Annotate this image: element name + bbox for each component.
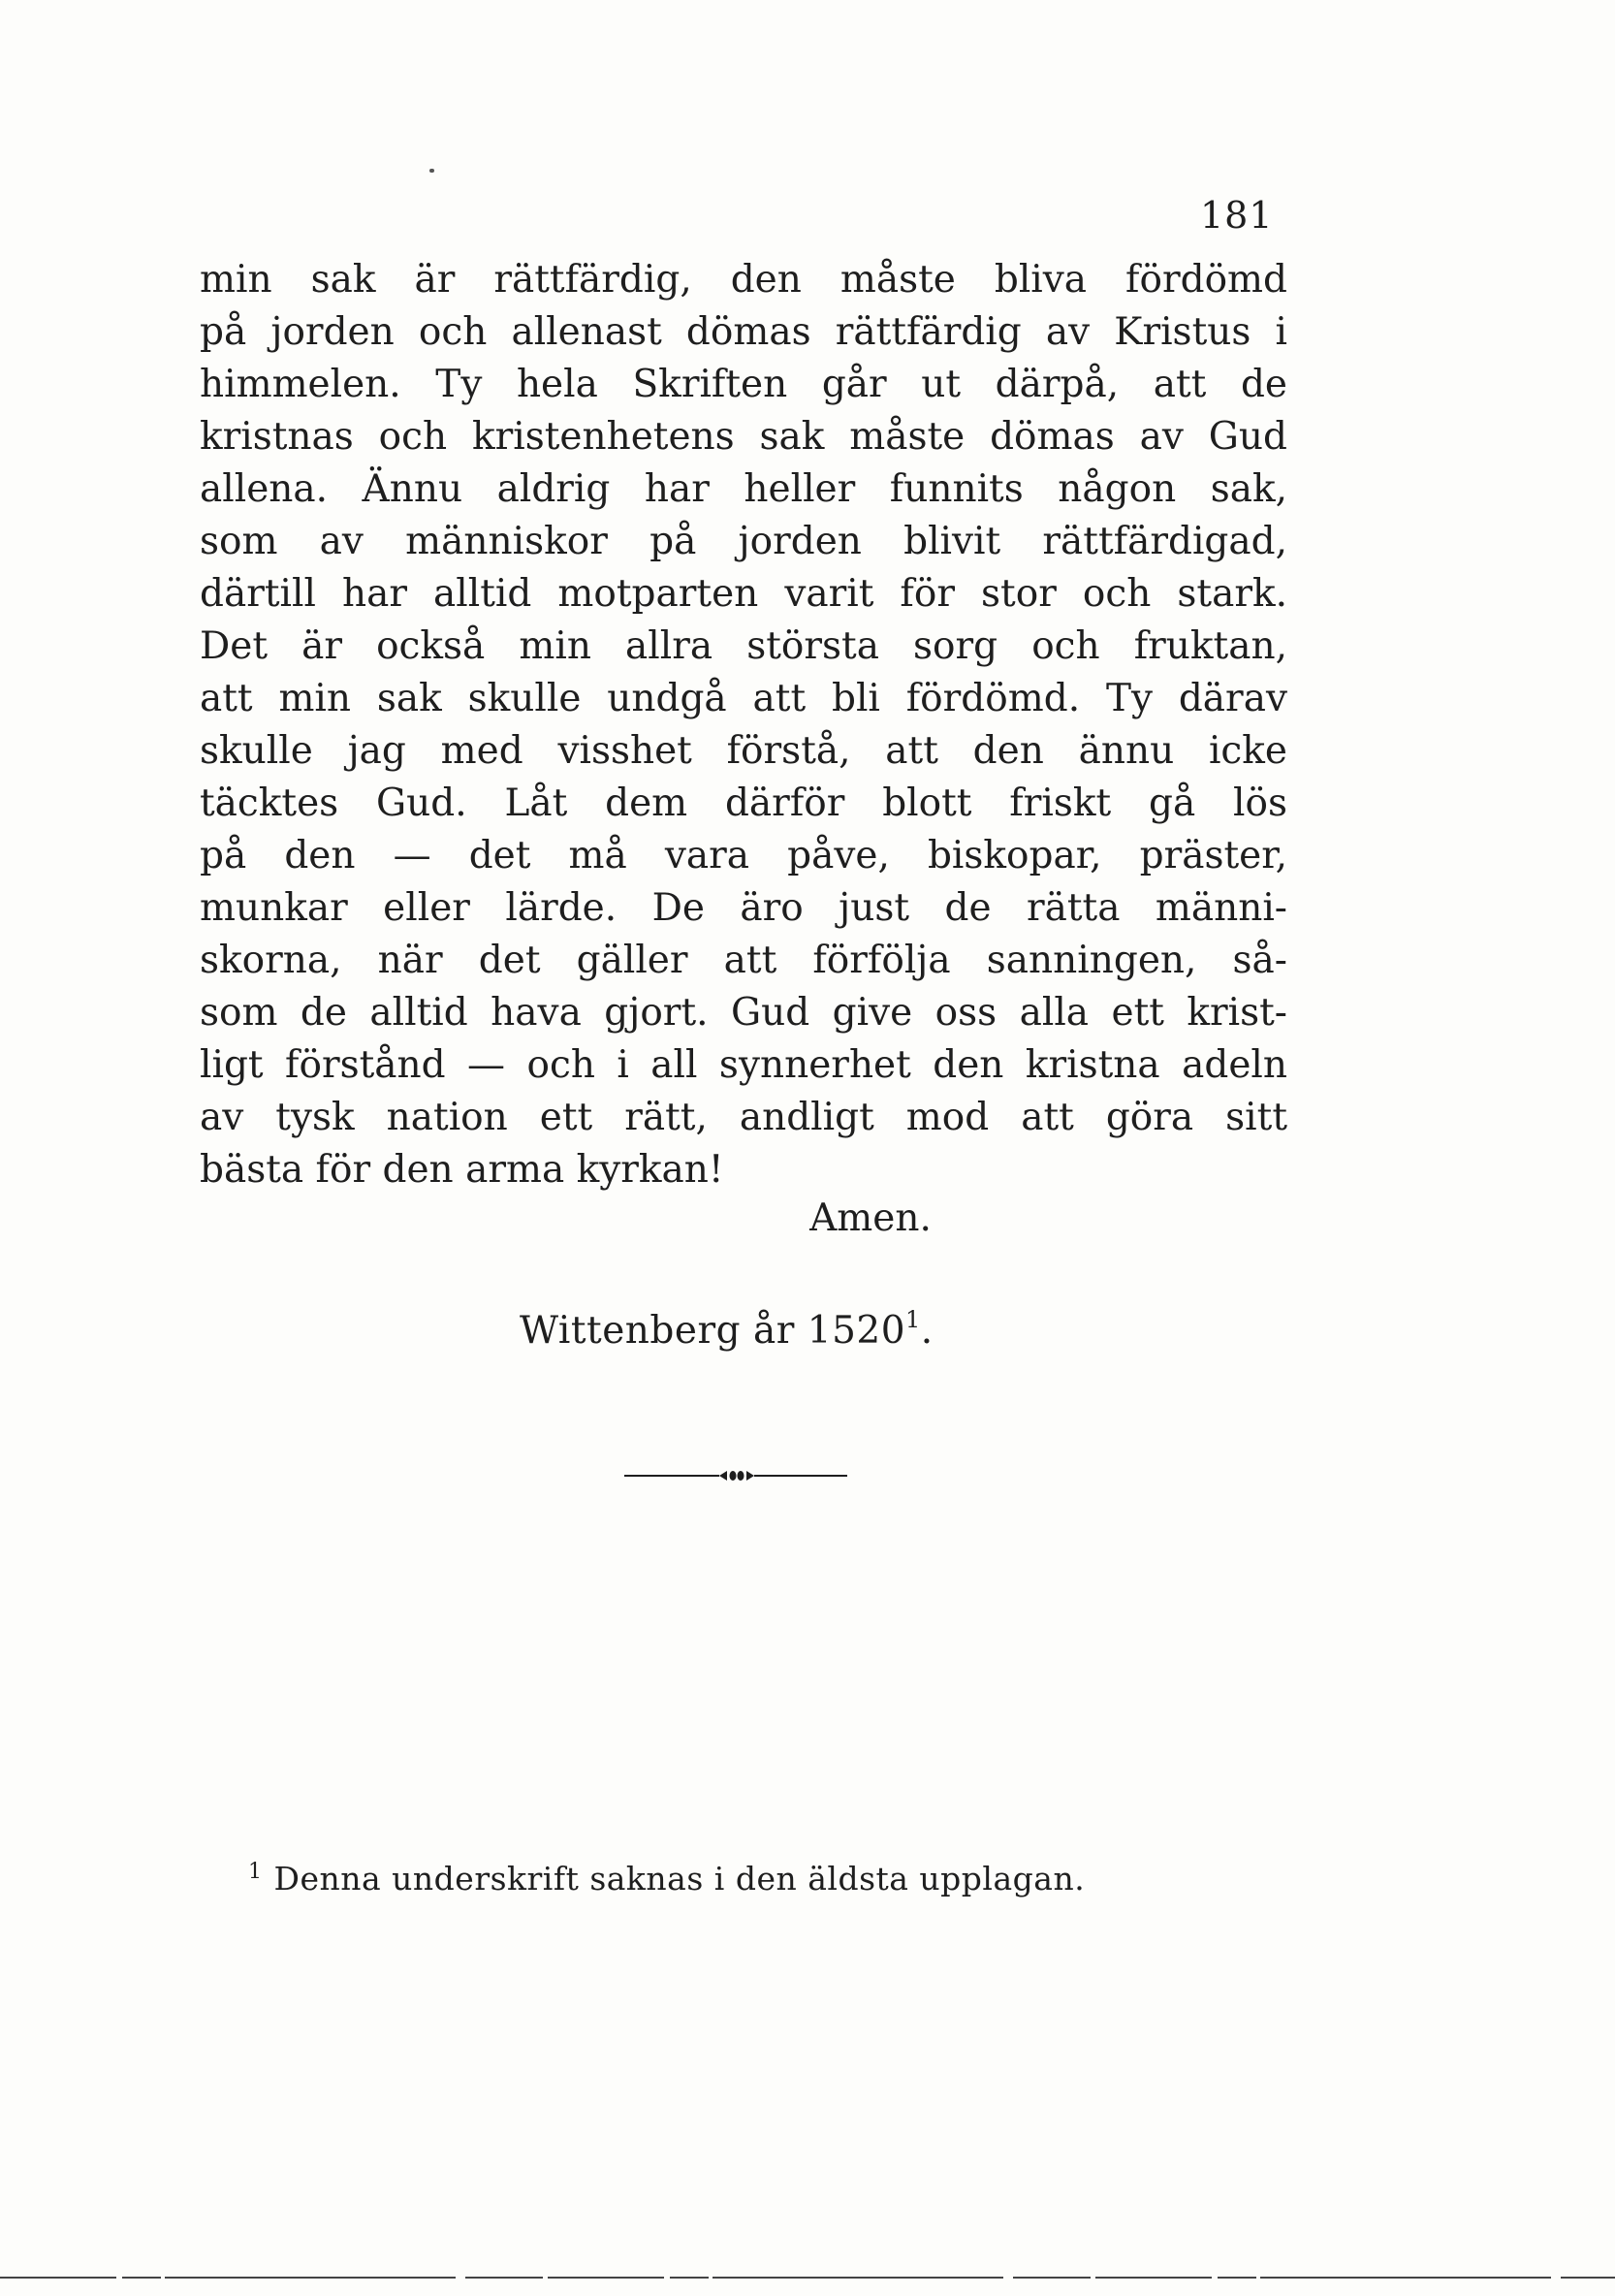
text-line: bästa för den arma kyrkan!: [200, 1148, 724, 1192]
footnote-reference: 1: [905, 1306, 921, 1333]
scan-edge-line: [0, 2275, 1615, 2280]
rule-ornament-icon: [624, 1466, 847, 1485]
text-line: skorna, när det gäller att förfölja sanningen, så-: [200, 939, 1287, 982]
footnote: [248, 1850, 1085, 1901]
text-line: himmelen. Ty hela Skriften går ut därpå, att de: [200, 363, 1287, 406]
text-line: kristnas och kristenhetens sak måste dömas av Gud: [200, 415, 1287, 459]
text-line: ligt förstånd — och i all synnerhet den kristna adeln: [200, 1043, 1287, 1087]
text-line: som av människor på jorden blivit rättfärdigad,: [200, 520, 1287, 563]
text-line: skulle jag med visshet förstå, att den ännu icke: [200, 729, 1287, 773]
text-line: att min sak skulle undgå att bli fördömd. Ty därav: [200, 677, 1287, 720]
closing-place-date: Wittenberg år 1520: [520, 1309, 906, 1353]
text-line: allena. Ännu aldrig har heller funnits någon sak,: [200, 467, 1287, 511]
text-line: på jorden och allenast dömas rättfärdig av Kristus i: [200, 310, 1287, 354]
page-number: 181: [1200, 194, 1274, 237]
text-line: täcktes Gud. Låt dem därför blott friskt gå lös: [200, 781, 1287, 825]
footnote-mark: 1: [248, 1860, 263, 1884]
footnote-text: Denna underskrift saknas i den äldsta upplagan.: [273, 1860, 1086, 1897]
amen-line: Amen.: [809, 1196, 932, 1240]
text-line: på den — det må vara påve, biskopar, präster,: [200, 834, 1287, 877]
body-text: [200, 254, 1287, 1196]
text-line: som de alltid hava gjort. Gud give oss alla ett krist-: [200, 991, 1287, 1035]
text-line: munkar eller lärde. De äro just de rätta männi-: [200, 886, 1287, 930]
text-line: av tysk nation ett rätt, andligt mod att göra sitt: [200, 1096, 1287, 1139]
closing-punct: .: [920, 1309, 934, 1353]
scan-speck: [429, 169, 434, 173]
text-line: Det är också min allra största sorg och fruktan,: [200, 624, 1287, 668]
closing-signature: [520, 1305, 934, 1357]
text-line: min sak är rättfärdig, den måste bliva fördömd: [200, 258, 1287, 302]
text-line: därtill har alltid motparten varit för stor och stark.: [200, 572, 1287, 616]
